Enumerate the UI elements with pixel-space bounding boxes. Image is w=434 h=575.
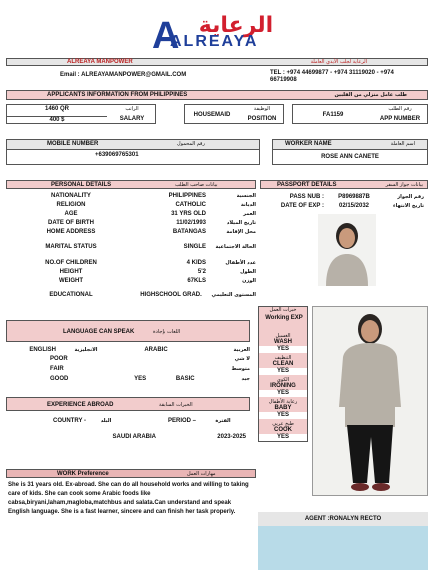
full-body-photo	[312, 306, 428, 496]
passport-ar: رقم الجواز	[397, 193, 424, 200]
personal-row: NATIONALITY PHILIPPINES الجنسية	[51, 192, 256, 199]
logo-graphic	[150, 10, 282, 50]
company-name-arabic: الرعاية لجلب الأيدي العاملة	[310, 59, 367, 65]
person-full-icon	[313, 307, 427, 495]
worker-label: WORKER NAME	[285, 141, 332, 147]
personal-row: AGE 31 YRS OLD العمر	[64, 210, 256, 217]
passport-title: PASSPORT DETAILS	[277, 182, 337, 188]
passport-expiry-row	[260, 201, 428, 210]
applicants-arabic: طلب عامل منزلي من الفلبين	[334, 92, 407, 98]
country-label: COUNTRY -	[53, 417, 86, 424]
agent-name: AGENT :RONALYN RECTO	[304, 516, 382, 522]
experience-title-ar: الخبرات السابقة	[159, 402, 193, 408]
personal-row: NO.OF CHILDREN 4 KIDS عدد الأطفال	[45, 259, 256, 266]
experience-columns	[6, 416, 250, 425]
personal-row: RELIGION CATHOLIC الديانة	[56, 201, 256, 208]
applicants-bar	[6, 90, 428, 100]
skill-wash: الغسيل WASH YES	[259, 333, 307, 355]
language-level-row: FAIR متوسط	[50, 365, 251, 372]
work-pref-title-ar: مهارات العمل	[187, 471, 216, 477]
skill-cook: طبخ عربي COOK YES	[259, 421, 307, 443]
worker-label-ar: اسم العاملة	[390, 141, 415, 147]
work-pref-text: She is 31 years old. Ex-abroad. She can do all household works and willing to taking care of kids. She can cook some Arabic foods like cabsa,biryani,laham,magloba,matchbus and salata.Can understand and speak English language. She is a fast learner, sincere and can finish her task properly.	[8, 482, 249, 515]
position-box	[184, 104, 284, 124]
logo-arabic: الرعاية	[198, 13, 274, 38]
logo-letter-a-icon: A	[152, 15, 180, 50]
experience-row	[6, 432, 250, 441]
passport-header	[260, 180, 428, 189]
logo	[150, 10, 282, 50]
mobile-box	[6, 139, 260, 165]
language-header	[6, 320, 250, 342]
skill-baby: رعاية الأطفال BABY YES	[259, 399, 307, 421]
personal-table	[6, 191, 256, 311]
passport-number-row	[260, 192, 428, 201]
experience-header	[6, 397, 250, 411]
personal-row: DATE OF BIRTH 11/02/1993 تاريخ الميلاد	[48, 219, 256, 226]
person-icon	[318, 214, 376, 286]
arabic-label-ar: العربية	[233, 346, 250, 353]
personal-row: HEIGHT 5'2 الطول	[59, 268, 256, 275]
period-label-ar: الفترة	[215, 417, 231, 424]
skills-title-ar: خبرات العمل	[269, 307, 297, 313]
english-label: ENGLISH	[29, 346, 56, 353]
passport-label: PASS NUB :	[289, 193, 324, 200]
experience-title: EXPERIENCE ABROAD	[47, 402, 114, 408]
personal-row: WEIGHT 67KLS الوزن	[59, 277, 256, 284]
app-number-label-ar: رقم الطلب	[388, 106, 412, 112]
app-number-box	[292, 104, 428, 124]
personal-title-ar: بيانات صاحب الطلب	[175, 182, 218, 188]
mobile-label-ar: رقم المحمول	[177, 141, 205, 147]
skill-ironing: الكوي IRONING YES	[259, 377, 307, 399]
app-number-value: FA1159	[322, 112, 344, 118]
mobile-value: +639069765301	[95, 152, 139, 158]
personal-header	[6, 180, 256, 189]
language-columns	[6, 345, 250, 354]
skills-title: Working EXP	[265, 315, 303, 321]
work-pref-header	[6, 469, 256, 478]
logo-text: ALREAYA	[170, 33, 259, 50]
email-text: Email : ALREAYAMANPOWER@GMAIL.COM	[60, 72, 187, 78]
mobile-label: MOBILE NUMBER	[47, 141, 99, 147]
language-title: LANGUAGE CAN SPEAK	[63, 329, 135, 335]
language-level-row: GOOD YES BASIC جيد	[50, 375, 251, 382]
expiry-ar: تاريخ الانتهاء	[393, 202, 424, 209]
work-pref-title: WORK Preference	[57, 471, 109, 477]
skills-panel	[258, 306, 308, 442]
expiry-label: DATE OF EXP :	[280, 202, 324, 209]
position-label-ar: الوظيفة	[253, 106, 271, 112]
expiry-value: 02/15/2032	[338, 202, 370, 209]
salary-usd: 400 $	[7, 116, 107, 124]
salary-box	[6, 104, 156, 124]
passport-value: P8969887B	[338, 193, 370, 200]
salary-qr: 1460 QR	[44, 106, 69, 112]
personal-row: HOME ADDRESS BATANGAS محل الإقامة	[46, 228, 256, 235]
worker-value: ROSE ANN CANETE	[321, 154, 379, 160]
experience-period: 2023-2025	[217, 433, 246, 440]
worker-box	[272, 139, 428, 165]
english-label-ar: الانجليزية	[74, 346, 98, 353]
experience-country: SAUDI ARABIA	[112, 433, 156, 440]
company-name: ALREAYA MANPOWER	[67, 59, 133, 65]
position-value: HOUSEMAID	[193, 112, 231, 118]
portrait-photo-small	[318, 214, 376, 286]
language-level-row: POOR لا شي	[50, 355, 251, 362]
personal-row: EDUCATIONAL HIGHSCHOOL GRAD. المستوى التعليمي	[49, 292, 256, 298]
arabic-label: ARABIC	[144, 346, 168, 353]
app-number-label: APP NUMBER	[379, 116, 421, 122]
personal-title: PERSONAL DETAILS	[51, 182, 112, 188]
personal-row: MARITAL STATUS SINGLE الحالة الاجتماعية	[45, 244, 256, 250]
company-name-bar	[6, 58, 428, 66]
period-label: PERIOD –	[167, 417, 196, 424]
salary-label: SALARY	[119, 116, 145, 122]
passport-title-ar: بيانات جواز السفر	[385, 182, 423, 188]
agent-bar	[258, 512, 428, 570]
skill-clean: التنظيف CLEAN YES	[259, 355, 307, 377]
position-label: POSITION	[247, 116, 277, 122]
applicants-label: APPLICANTS INFORMATION FROM PHILIPPINES	[47, 92, 188, 98]
tel-text: TEL : +974 44699877 - +974 31119020 - +974 66719908	[270, 70, 394, 83]
language-title-ar: اللغات بإجادة	[153, 329, 181, 335]
salary-label-ar: الراتب	[125, 106, 139, 112]
country-label-ar: البلد	[100, 417, 112, 424]
